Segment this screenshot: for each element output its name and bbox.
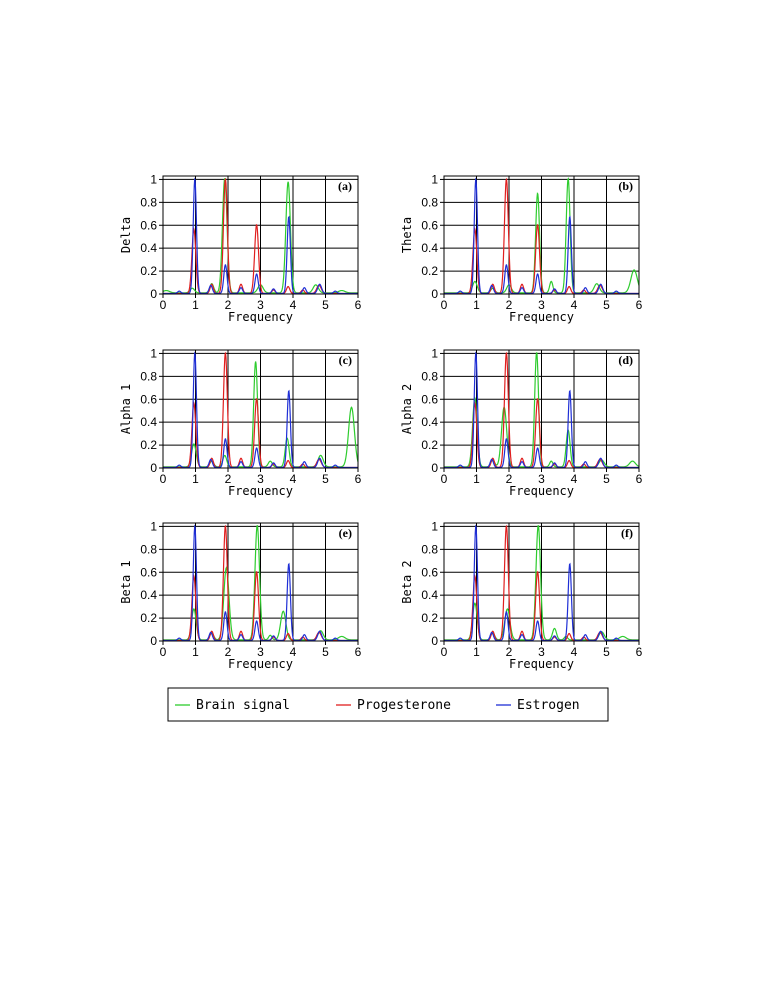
y-tick-label: 0 [150,287,157,301]
chart-panel [119,346,362,498]
x-tick-label: 2 [505,645,513,659]
x-tick-label: 0 [440,298,448,312]
y-tick-label: 0.2 [421,611,438,626]
x-tick-label: 0 [159,645,167,659]
y-axis-title: Delta [119,216,133,254]
x-axis-title: Frequency [508,657,575,671]
y-tick-label: 0.6 [421,565,438,580]
y-tick-label: 1 [431,172,438,187]
y-tick-label: 1 [150,519,157,534]
x-tick-label: 5 [322,472,329,486]
y-axis-title: Alpha 2 [400,383,414,435]
y-tick-label: 0 [431,287,438,301]
x-tick-label: 2 [505,472,513,486]
x-tick-label: 1 [192,645,199,659]
y-tick-label: 1 [150,172,157,187]
y-tick-label: 0.4 [421,241,438,256]
panel-tag: (e) [338,526,352,540]
y-axis-title: Theta [400,216,414,254]
y-tick-label: 0.8 [421,195,438,210]
y-tick-label: 0.8 [421,542,438,557]
y-tick-label: 0.6 [421,218,438,233]
legend-label: Brain signal [196,698,290,713]
x-tick-label: 0 [159,298,167,312]
y-tick-label: 0.4 [140,241,157,256]
y-tick-label: 0.4 [421,588,438,603]
y-tick-label: 0.6 [140,218,157,233]
chart-panel [400,346,643,498]
y-tick-label: 0.2 [421,264,438,279]
x-tick-label: 4 [289,472,297,486]
y-tick-label: 0.4 [421,415,438,430]
chart-panel [119,519,362,671]
y-tick-label: 0 [431,461,438,475]
x-tick-label: 6 [354,298,362,312]
x-tick-label: 5 [322,645,329,659]
x-tick-label: 3 [538,298,545,312]
x-tick-label: 5 [603,645,610,659]
panel-tag: (a) [338,179,352,193]
y-tick-label: 0.4 [140,415,157,430]
y-tick-label: 1 [431,346,438,361]
panel-tag: (f) [621,526,633,540]
x-tick-label: 2 [505,298,513,312]
x-tick-label: 1 [473,298,480,312]
x-tick-label: 3 [257,645,264,659]
y-tick-label: 0 [150,461,157,475]
x-tick-label: 4 [570,298,578,312]
y-tick-label: 0.4 [140,588,157,603]
y-tick-label: 0 [431,634,438,648]
x-tick-label: 4 [289,298,297,312]
x-tick-label: 5 [322,298,329,312]
y-tick-label: 0.2 [140,611,157,626]
x-tick-label: 6 [354,645,362,659]
legend-label: Estrogen [517,698,580,713]
chart-panel [400,172,643,324]
x-tick-label: 3 [257,298,264,312]
x-axis-title: Frequency [227,310,294,324]
y-axis-title: Beta 2 [400,560,414,604]
x-tick-label: 1 [473,645,480,659]
x-tick-label: 6 [635,472,643,486]
y-tick-label: 0.8 [140,369,157,384]
x-axis-title: Frequency [227,657,294,671]
x-tick-label: 0 [159,472,167,486]
x-tick-label: 3 [257,472,264,486]
x-tick-label: 6 [635,645,643,659]
y-tick-label: 0.8 [140,542,157,557]
y-tick-label: 1 [150,346,157,361]
y-tick-label: 0.6 [421,392,438,407]
x-tick-label: 4 [289,645,297,659]
x-tick-label: 3 [538,472,545,486]
x-tick-label: 2 [224,472,232,486]
x-tick-label: 6 [354,472,362,486]
y-tick-label: 0.2 [140,438,157,453]
panel-tag: (c) [338,353,352,367]
x-tick-label: 3 [538,645,545,659]
y-axis-title: Alpha 1 [119,383,133,435]
y-tick-label: 0.2 [140,264,157,279]
legend-label: Progesterone [357,698,451,713]
y-axis-title: Beta 1 [119,560,133,604]
panels [119,172,643,671]
x-tick-label: 4 [570,645,578,659]
x-tick-label: 5 [603,472,610,486]
legend [168,688,608,721]
x-tick-label: 0 [440,472,448,486]
y-tick-label: 0.6 [140,392,157,407]
y-tick-label: 0.2 [421,438,438,453]
x-tick-label: 1 [192,298,199,312]
x-tick-label: 5 [603,298,610,312]
panel-tag: (d) [618,353,633,367]
y-tick-label: 0.6 [140,565,157,580]
chart-panel [400,519,643,671]
panel-tag: (b) [618,179,633,193]
x-axis-title: Frequency [508,484,575,498]
x-tick-label: 6 [635,298,643,312]
y-tick-label: 1 [431,519,438,534]
x-tick-label: 4 [570,472,578,486]
x-axis-title: Frequency [227,484,294,498]
x-tick-label: 2 [224,298,232,312]
y-tick-label: 0 [150,634,157,648]
chart-panel [119,172,362,324]
x-tick-label: 2 [224,645,232,659]
y-tick-label: 0.8 [421,369,438,384]
x-tick-label: 0 [440,645,448,659]
x-tick-label: 1 [473,472,480,486]
y-tick-label: 0.8 [140,195,157,210]
x-axis-title: Frequency [508,310,575,324]
x-tick-label: 1 [192,472,199,486]
